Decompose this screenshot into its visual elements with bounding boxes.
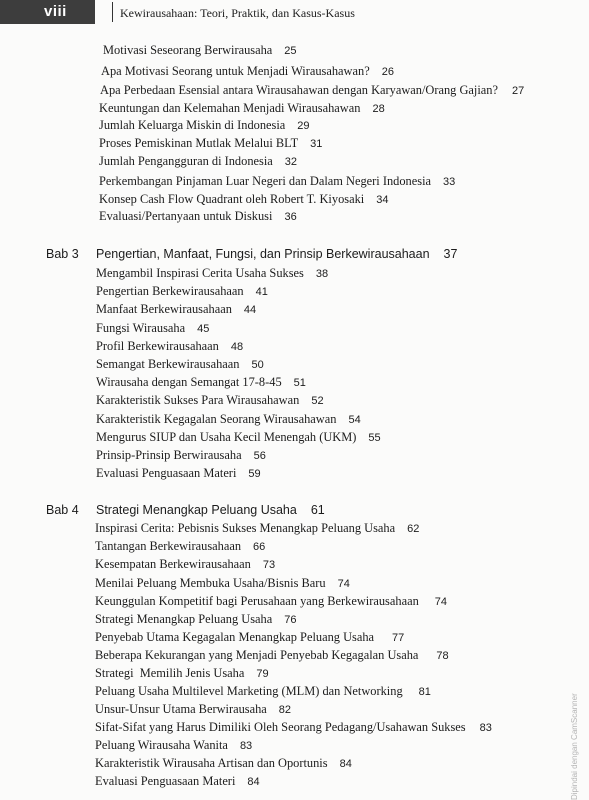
toc-entry-page: 84 <box>339 758 352 770</box>
toc-entry-page: 54 <box>348 414 361 426</box>
toc-entry-page: 66 <box>253 541 266 553</box>
toc-entry-page: 76 <box>284 614 297 626</box>
toc-entry-page: 27 <box>512 85 525 97</box>
toc-entry-page: 51 <box>293 377 306 389</box>
toc-entry <box>99 153 297 170</box>
toc-entry-title: Manfaat Berkewirausahaan <box>96 302 232 316</box>
toc-entry-page: 41 <box>255 286 268 298</box>
toc-entry <box>96 301 256 318</box>
toc-entry-page: 73 <box>262 559 276 571</box>
toc-entry-page: 74 <box>337 578 350 590</box>
chapter-title: Pengertian, Manfaat, Fungsi, dan Prinsip Berkewirausahaan <box>96 247 430 261</box>
toc-entry-page: 36 <box>284 211 297 223</box>
chapter-heading <box>96 502 325 518</box>
toc-entry-title: Apa Perbedaan Esensial antara Wirausahawan dengan Karyawan/Orang Gajian? <box>100 83 499 97</box>
toc-entry-title: Menilai Peluang Membuka Usaha/Bisnis Baru <box>95 576 326 590</box>
toc-entry <box>96 447 266 464</box>
toc-entry-page: 32 <box>284 156 298 168</box>
toc-entry-page: 82 <box>278 704 292 716</box>
toc-entry <box>95 575 350 592</box>
toc-entry-page: 28 <box>372 103 385 115</box>
toc-entry <box>96 374 306 391</box>
toc-entry-page: 48 <box>230 341 244 353</box>
toc-entry <box>95 719 492 736</box>
toc-entry-page: 79 <box>256 668 269 680</box>
chapter-label: Bab 3 <box>46 247 79 261</box>
toc-entry <box>95 665 269 682</box>
toc-entry-page: 81 <box>418 686 431 698</box>
toc-entry <box>99 117 310 134</box>
toc-entry <box>95 737 252 754</box>
toc-entry <box>103 42 297 59</box>
toc-entry-page: 83 <box>479 722 492 734</box>
toc-entry-page: 25 <box>284 45 297 57</box>
header-bar <box>0 0 95 24</box>
toc-entry-page: 45 <box>197 323 210 335</box>
toc-entry-page: 44 <box>243 304 257 316</box>
toc-entry-title: Tantangan Berkewirausahaan <box>95 539 242 553</box>
toc-entry <box>95 593 447 610</box>
scanner-watermark <box>570 693 579 800</box>
toc-entry-page: 77 <box>392 632 405 644</box>
chapter-page: 37 <box>443 247 458 261</box>
toc-entry-page: 38 <box>315 268 329 280</box>
toc-entry-title: Sifat-Sifat yang Harus Dimiliki Oleh Seorang Pedagang/Usahawan Sukses <box>95 720 466 734</box>
toc-entry-title: Mengambil Inspirasi Cerita Usaha Sukses <box>96 266 304 280</box>
chapter-title: Strategi Menangkap Peluang Usaha <box>96 503 297 517</box>
toc-entry <box>101 63 394 80</box>
toc-entry <box>95 556 275 573</box>
toc-entry-page: 55 <box>368 432 381 444</box>
toc-entry-page: 59 <box>248 468 261 480</box>
chapter-label: Bab 4 <box>46 503 79 517</box>
toc-entry-title: Kesempatan Berkewirausahaan <box>95 557 251 571</box>
book-title: Kewirausahaan: Teori, Praktik, dan Kasus-Kasus <box>120 6 355 20</box>
page-number: viii <box>44 3 67 20</box>
toc-entry-page: 62 <box>407 523 420 535</box>
toc-entry <box>95 647 449 664</box>
toc-entry-page: 34 <box>376 194 389 206</box>
toc-entry-title: Unsur-Unsur Utama Berwirausaha <box>95 702 267 716</box>
toc-entry-page: 56 <box>253 450 266 462</box>
toc-entry-page: 50 <box>251 359 264 371</box>
toc-entry <box>95 520 419 537</box>
toc-entry-title: Fungsi Wirausaha <box>96 321 186 335</box>
toc-entry-title: Prinsip-Prinsip Berwirausaha <box>96 448 242 462</box>
toc-entry-title: Beberapa Kekurangan yang Menjadi Penyebab Kegagalan Usaha <box>95 648 419 662</box>
toc-entry-title: Evaluasi Penguasaan Materi <box>95 774 236 788</box>
toc-entry-title: Peluang Wirausaha Wanita <box>95 738 228 752</box>
toc-entry <box>95 773 260 790</box>
toc-entry-title: Semangat Berkewirausahaan <box>96 357 240 371</box>
toc-entry-page: 83 <box>239 740 253 752</box>
toc-entry-title: Apa Motivasi Seorang untuk Menjadi Wirausahawan? <box>101 64 370 78</box>
toc-entry-title: Keuntungan dan Kelemahan Menjadi Wirausahawan <box>99 101 361 115</box>
toc-entry <box>96 429 381 446</box>
chapter-heading <box>96 246 457 262</box>
toc-entry-title: Keunggulan Kompetitif bagi Perusahaan yang Berkewirausahaan <box>95 594 419 608</box>
toc-entry-title: Konsep Cash Flow Quadrant oleh Robert T. Kiyosaki <box>99 192 365 206</box>
toc-entry <box>96 265 328 282</box>
toc-entry <box>96 283 268 300</box>
toc-entry <box>95 755 352 772</box>
toc-entry-title: Evaluasi Penguasaan Materi <box>96 466 237 480</box>
toc-entry-title: Wirausaha dengan Semangat 17-8-45 <box>96 375 282 389</box>
toc-entry-title: Strategi Memilih Jenis Usaha <box>95 666 245 680</box>
toc-entry-title: Motivasi Seseorang Berwirausaha <box>103 43 273 57</box>
toc-entry-page: 78 <box>436 650 449 662</box>
toc-entry-title: Evaluasi/Pertanyaan untuk Diskusi <box>99 209 273 223</box>
toc-entry-page: 31 <box>310 138 323 150</box>
toc-entry-title: Pengertian Berkewirausahaan <box>96 284 244 298</box>
toc-entry <box>96 411 361 428</box>
toc-entry <box>96 356 264 373</box>
toc-entry-title: Karakteristik Sukses Para Wirausahawan <box>96 393 300 407</box>
toc-entry <box>99 135 322 152</box>
toc-entry-title: Karakteristik Kegagalan Seorang Wirausahawan <box>96 412 337 426</box>
toc-entry-title: Jumlah Pengangguran di Indonesia <box>99 154 273 168</box>
toc-entry-page: 52 <box>311 395 324 407</box>
toc-entry <box>95 629 404 646</box>
toc-entry-title: Strategi Menangkap Peluang Usaha <box>95 612 273 626</box>
toc-entry <box>99 100 385 117</box>
toc-entry-title: Inspirasi Cerita: Pebisnis Sukses Menangkap Peluang Usaha <box>95 521 396 535</box>
toc-entry <box>95 701 291 718</box>
toc-entry <box>95 683 431 700</box>
toc-entry-title: Profil Berkewirausahaan <box>96 339 219 353</box>
toc-entry <box>95 611 296 628</box>
toc-entry <box>99 173 455 190</box>
toc-entry-title: Karakteristik Wirausaha Artisan dan Oportunis <box>95 756 328 770</box>
chapter-page: 61 <box>310 503 325 517</box>
toc-entry-title: Perkembangan Pinjaman Luar Negeri dan Dalam Negeri Indonesia <box>99 174 432 188</box>
toc-entry <box>99 208 297 225</box>
toc-entry-title: Penyebab Utama Kegagalan Menangkap Peluang Usaha <box>95 630 375 644</box>
toc-entry-page: 74 <box>434 596 448 608</box>
toc-entry <box>96 338 243 355</box>
watermark-text: Dipindai dengan CamScanner <box>570 693 579 800</box>
header-divider <box>112 2 113 22</box>
toc-entry-page: 26 <box>381 66 394 78</box>
toc-entry <box>100 82 524 99</box>
toc-entry-title: Mengurus SIUP dan Usaha Kecil Menengah (UKM) <box>96 430 357 444</box>
toc-entry-title: Jumlah Keluarga Miskin di Indonesia <box>99 118 286 132</box>
toc-entry <box>99 191 388 208</box>
toc-entry <box>96 320 209 337</box>
toc-entry <box>96 392 324 409</box>
toc-entry-page: 84 <box>247 776 260 788</box>
toc-entry-page: 33 <box>443 176 456 188</box>
toc-entry-title: Proses Pemiskinan Mutlak Melalui BLT <box>99 136 299 150</box>
toc-entry-page: 29 <box>297 120 310 132</box>
toc-entry <box>95 538 265 555</box>
toc-entry <box>96 465 261 482</box>
toc-entry-title: Peluang Usaha Multilevel Marketing (MLM) dan Networking <box>95 684 403 698</box>
